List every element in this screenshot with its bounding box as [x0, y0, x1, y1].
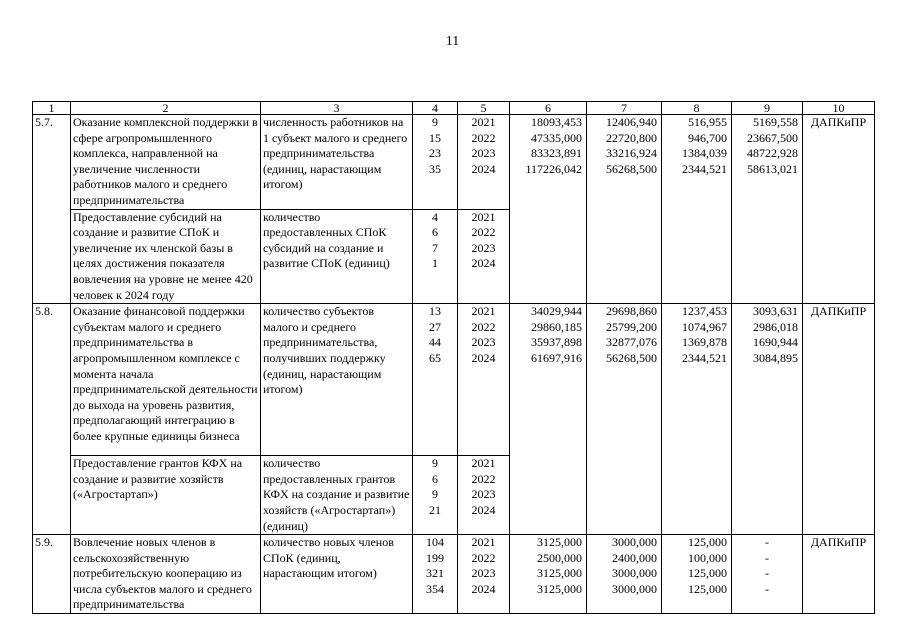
executor: ДАПКиПР [803, 304, 875, 535]
funding-extrabudgetary: 3093,631 2986,018 1690,944 3084,895 [732, 304, 803, 535]
header-cell: 8 [662, 102, 732, 115]
target-values: 104 199 321 354 [413, 535, 458, 614]
target-values: 13 27 44 65 [413, 304, 458, 456]
funding-regional: 516,955 946,700 1384,039 2344,521 [662, 115, 732, 304]
funding-extrabudgetary: 5169,558 23667,500 48722,928 58613,021 [732, 115, 803, 304]
table-row [33, 535, 875, 614]
indicator-name: количество субъектов малого и среднего предпринимательства, получивших поддержку (единиц, нарастающим итогом) [261, 304, 413, 456]
years: 2021 2022 2023 2024 [458, 115, 510, 210]
funding-federal: 29698,860 25799,200 32877,076 56268,500 [587, 304, 662, 535]
header-cell: 6 [510, 102, 587, 115]
target-values: 9 15 23 35 [413, 115, 458, 210]
funding-total: 34029,944 29860,185 35937,898 61697,916 [510, 304, 587, 535]
table-row [33, 115, 875, 210]
row-number: 5.7. [33, 115, 71, 304]
row-number: 5.9. [33, 535, 71, 614]
header-cell: 10 [803, 102, 875, 115]
measures-table [32, 101, 875, 614]
funding-total: 3125,000 2500,000 3125,000 3125,000 [510, 535, 587, 614]
measure-name: Оказание финансовой поддержки субъектам малого и среднего предпринимательства в агропромышленном комплексе с момента начала предпринимательской деятельности до выхода на уровень развития, предполагающий интеграцию в более крупные единицы бизнеса [71, 304, 261, 456]
indicator-name: численность работников на 1 субъект малого и среднего предпринимательства (единиц, нарастающим итогом) [261, 115, 413, 210]
funding-total: 18093,453 47335,000 83323,891 117226,042 [510, 115, 587, 304]
table-row [33, 304, 875, 456]
table-header-row [33, 102, 875, 115]
years: 2021 2022 2023 2024 [458, 304, 510, 456]
target-values: 4 6 7 1 [413, 209, 458, 304]
years: 2021 2022 2023 2024 [458, 209, 510, 304]
header-cell: 7 [587, 102, 662, 115]
page-number: 11 [445, 34, 460, 49]
funding-federal: 12406,940 22720,800 33216,924 56268,500 [587, 115, 662, 304]
header-cell: 9 [732, 102, 803, 115]
header-cell: 4 [413, 102, 458, 115]
header-cell: 1 [33, 102, 71, 115]
measure-name: Оказание комплексной поддержки в сфере агропромышленного комплекса, направленной на увеличение численности работников малого и среднего предпринимательства [71, 115, 261, 210]
target-values: 9 6 9 21 [413, 456, 458, 535]
executor: ДАПКиПР [803, 535, 875, 614]
measure-name: Предоставление субсидий на создание и развитие СПоК и увеличение их членской базы в целях достижения показателя вовлечения на уровне не менее 420 человек к 2024 году [71, 209, 261, 304]
indicator-name: количество предоставленных СПоК субсидий на создание и развитие СПоК (единиц) [261, 209, 413, 304]
years: 2021 2022 2023 2024 [458, 535, 510, 614]
indicator-name: количество предоставленных грантов КФХ на создание и развитие хозяйств («Агростартап») (единиц) [261, 456, 413, 535]
header-cell: 2 [71, 102, 261, 115]
header-cell: 5 [458, 102, 510, 115]
row-number: 5.8. [33, 304, 71, 535]
executor: ДАПКиПР [803, 115, 875, 304]
funding-regional: 1237,453 1074,967 1369,878 2344,521 [662, 304, 732, 535]
measure-name: Вовлечение новых членов в сельскохозяйственную потребительскую кооперацию из числа субъектов малого и среднего предпринимательства [71, 535, 261, 614]
measure-name: Предоставление грантов КФХ на создание и развитие хозяйств («Агростартап») [71, 456, 261, 535]
header-cell: 3 [261, 102, 413, 115]
funding-extrabudgetary: - - - - [732, 535, 803, 614]
years: 2021 2022 2023 2024 [458, 456, 510, 535]
funding-regional: 125,000 100,000 125,000 125,000 [662, 535, 732, 614]
indicator-name: количество новых членов СПоК (единиц, нарастающим итогом) [261, 535, 413, 614]
funding-federal: 3000,000 2400,000 3000,000 3000,000 [587, 535, 662, 614]
